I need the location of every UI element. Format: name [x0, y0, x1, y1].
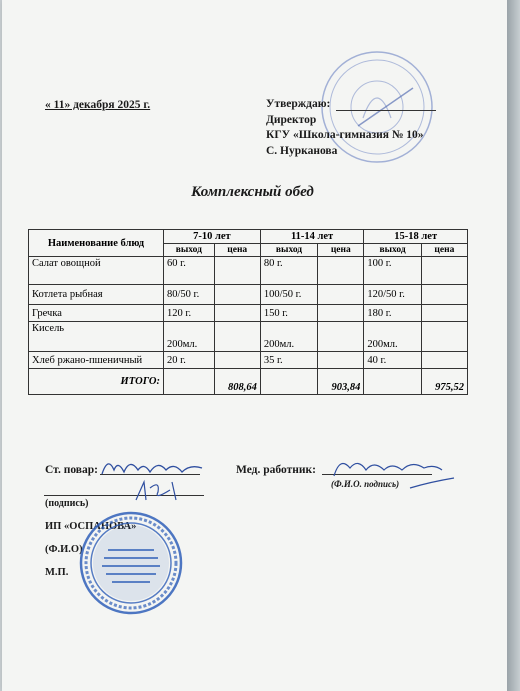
total-price: 808,64	[214, 369, 260, 395]
dish-name: Салат овощной	[29, 257, 164, 285]
initials-signature	[130, 478, 190, 504]
dish-price	[318, 352, 364, 369]
approval-block	[266, 97, 424, 159]
dish-name: Хлеб ржано-пшеничный	[29, 352, 164, 369]
dish-price	[421, 305, 467, 322]
mp-label: М.П.	[45, 567, 69, 578]
total-out-empty	[164, 369, 215, 395]
dish-out: 120 г.	[164, 305, 215, 322]
age-group-header: 11-14 лет	[260, 230, 364, 244]
dish-price	[421, 285, 467, 305]
total-label: ИТОГО:	[29, 369, 164, 395]
dish-out: 180 г.	[364, 305, 421, 322]
dish-out: 120/50 г.	[364, 285, 421, 305]
dish-price	[318, 257, 364, 285]
table-row	[29, 305, 468, 322]
page-edge	[507, 0, 520, 691]
dish-out: 200мл.	[260, 322, 317, 352]
sub-price: цена	[318, 244, 364, 257]
dish-price	[318, 322, 364, 352]
sub-price: цена	[421, 244, 467, 257]
dish-price	[214, 305, 260, 322]
dish-price	[214, 322, 260, 352]
table-row	[29, 257, 468, 285]
med-caption: (Ф.И.О. подпись)	[331, 479, 400, 489]
org-name: ИП «ОСПАНОВА»	[45, 521, 137, 532]
age-group-header: 7-10 лет	[164, 230, 261, 244]
dish-price	[214, 285, 260, 305]
approve-label: Утверждаю:	[266, 98, 331, 110]
dish-out: 20 г.	[164, 352, 215, 369]
approve-signature-line	[336, 110, 436, 111]
dish-out: 80/50 г.	[164, 285, 215, 305]
col-dish-header: Наименование блюд	[29, 230, 164, 257]
sub-out: выход	[164, 244, 215, 257]
dish-name: Гречка	[29, 305, 164, 322]
dish-price	[421, 352, 467, 369]
dish-out: 200мл.	[164, 322, 215, 352]
approve-org: КГУ «Школа-гимназия № 10»	[266, 129, 424, 141]
sub-out: выход	[364, 244, 421, 257]
dish-price	[421, 257, 467, 285]
total-price: 903,84	[318, 369, 364, 395]
dish-price	[421, 322, 467, 352]
total-out-empty	[260, 369, 317, 395]
menu-table	[28, 229, 468, 395]
approve-position: Директор	[266, 113, 317, 126]
dish-out: 40 г.	[364, 352, 421, 369]
sub-out: выход	[260, 244, 317, 257]
dish-price	[214, 257, 260, 285]
dish-price	[318, 285, 364, 305]
dish-out: 80 г.	[260, 257, 317, 285]
document-date: « 11» декабря 2025 г.	[45, 99, 151, 111]
sub-price: цена	[214, 244, 260, 257]
table-row	[29, 285, 468, 305]
dish-price	[318, 305, 364, 322]
page-title: Комплексный обед	[191, 184, 314, 200]
sign-caption: (подпись)	[45, 498, 89, 509]
approve-name: С. Нурканова	[266, 144, 338, 157]
round-stamp-bottom	[78, 510, 184, 616]
table-row	[29, 352, 468, 369]
age-group-header: 15-18 лет	[364, 230, 468, 244]
dish-price	[214, 352, 260, 369]
med-label: Мед. работник:	[236, 464, 316, 476]
dish-out: 200мл.	[364, 322, 421, 352]
dish-out: 150 г.	[260, 305, 317, 322]
dish-name: Котлета рыбная	[29, 285, 164, 305]
cook-label: Ст. повар:	[45, 464, 98, 476]
dish-out: 60 г.	[164, 257, 215, 285]
total-price: 975,52	[421, 369, 467, 395]
table-header-row	[29, 230, 468, 244]
dish-name: Кисель	[29, 322, 164, 352]
total-row	[29, 369, 468, 395]
dish-out: 35 г.	[260, 352, 317, 369]
table-row	[29, 322, 468, 352]
dish-out: 100/50 г.	[260, 285, 317, 305]
fio-label: (Ф.И.О)	[45, 544, 83, 555]
dish-out: 100 г.	[364, 257, 421, 285]
total-out-empty	[364, 369, 421, 395]
